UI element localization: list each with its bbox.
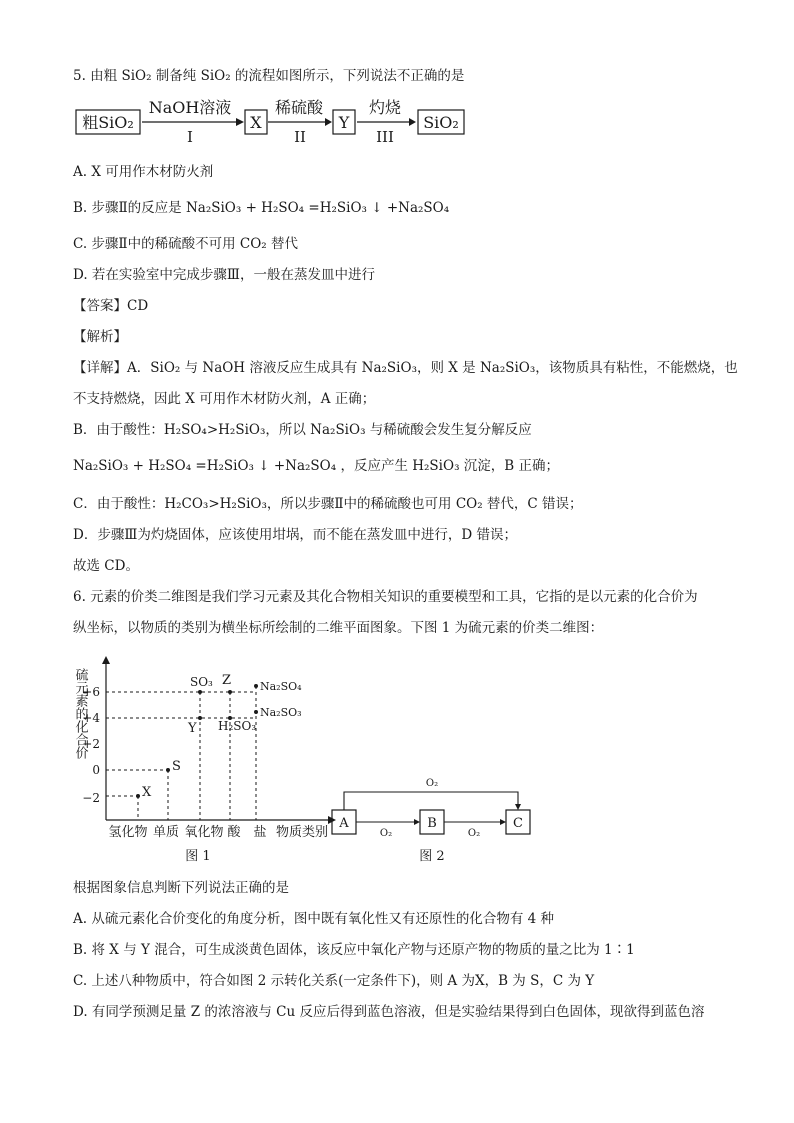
fig2-box-a: A — [339, 816, 349, 831]
fig1-point-s: S — [172, 759, 181, 774]
q5-detail-5: C．由于酸性：H₂CO₃>H₂SiO₃，所以步骤Ⅱ中的稀硫酸也可用 CO₂ 替代，C 错误； — [73, 496, 583, 512]
flow-box-y: Y — [338, 113, 350, 132]
fig1-point-h2so3: H₂SO₃ — [218, 719, 257, 733]
fig1-ytick-plus6: +6 — [82, 685, 100, 699]
flow-step1-reagent: NaOH溶液 — [148, 98, 232, 117]
q6-stem-line1: 6. 元素的价类二维图是我们学习元素及其化合物相关知识的重要模型和工具，它指的是以元素的化合价为 — [73, 589, 698, 605]
fig1-caption: 图 1 — [185, 849, 211, 864]
q5-analysis-title: 【解析】 — [73, 329, 127, 345]
flow-step3-number: III — [376, 128, 394, 146]
q5-flow-diagram — [74, 96, 474, 148]
q5-option-c: C. 步骤Ⅱ中的稀硫酸不可用 CO₂ 替代 — [73, 236, 298, 252]
fig1-xlabel: 物质类别 — [275, 825, 329, 840]
q5-conclusion: 故选 CD。 — [73, 558, 139, 574]
fig1-ylabel: 硫元素的化合价 — [72, 668, 88, 759]
fig1-point-na2so3: Na₂SO₃ — [260, 706, 302, 719]
fig1-point-na2so4: Na₂SO₄ — [260, 680, 302, 693]
flow-box-crude-sio2: 粗SiO₂ — [82, 113, 134, 132]
fig1-xcat-element: 单质 — [152, 825, 180, 840]
q6-option-b: B. 将 X 与 Y 混合，可生成淡黄色固体，该反应中氧化产物与还原产物的物质的量之比为 1∶1 — [73, 942, 635, 958]
fig1-ytick-plus4: +4 — [82, 711, 100, 725]
fig1-ytick-0: 0 — [92, 763, 100, 777]
q5-detail-2: 不支持燃烧，因此 X 可用作木材防火剂，A 正确； — [73, 391, 376, 407]
q6-option-d: D. 有同学预测足量 Z 的浓溶液与 Cu 反应后得到蓝色溶液，但是实验结果得到白色固体，现欲得到蓝色溶 — [73, 1004, 705, 1020]
q5-answer: 【答案】CD — [73, 298, 149, 314]
q6-stem-line2: 纵坐标，以物质的类别为横坐标所绘制的二维平面图象。下图 1 为硫元素的价类二维图： — [73, 620, 604, 636]
fig2-box-c: C — [513, 816, 523, 831]
fig1-xcat-salt: 盐 — [253, 825, 267, 840]
fig1-point-z: Z — [222, 673, 232, 688]
flow-step2-number: II — [294, 128, 306, 146]
q6-option-c: C. 上述八种物质中，符合如图 2 示转化关系(一定条件下)，则 A 为X，B 为 S，C 为 Y — [73, 973, 595, 989]
q5-detail-4: Na₂SiO₃ + H₂SO₄ =H₂SiO₃ ↓ +Na₂SO₄ ，反应产生 H₂SiO₃ 沉淀，B 正确； — [73, 458, 559, 474]
q5-detail-3: B．由于酸性：H₂SO₄>H₂SiO₃，所以 Na₂SiO₃ 与稀硫酸会发生复分解反应 — [73, 422, 532, 438]
fig2-caption: 图 2 — [419, 849, 445, 864]
fig1-xcat-hydride: 氢化物 — [108, 825, 148, 840]
flow-step3-reagent: 灼烧 — [368, 98, 402, 117]
flow-box-x: X — [250, 113, 262, 132]
fig1-point-y: Y — [188, 721, 197, 736]
flow-box-pure-sio2: SiO₂ — [423, 113, 459, 132]
fig1-point-x: X — [142, 785, 152, 800]
fig1-xcat-acid: 酸 — [227, 825, 241, 840]
fig2-label-bc: O₂ — [467, 828, 481, 839]
q5-option-a: A. X 可用作木材防火剂 — [73, 164, 214, 180]
flow-step2-reagent: 稀硫酸 — [274, 98, 324, 117]
q6-figure1 — [70, 652, 342, 868]
q6-option-a: A. 从硫元素化合价变化的角度分析，图中既有氧化性又有还原性的化合物有 4 种 — [73, 911, 555, 927]
fig1-ytick-plus2: +2 — [82, 737, 100, 751]
q6-figure2 — [330, 770, 540, 866]
fig2-box-b: B — [427, 816, 437, 831]
fig1-point-so3: SO₃ — [190, 675, 213, 689]
fig1-xcat-oxide: 氧化物 — [184, 825, 224, 840]
fig2-label-ab: O₂ — [379, 828, 393, 839]
q5-option-b: B. 步骤Ⅱ的反应是 Na₂SiO₃ + H₂SO₄ =H₂SiO₃ ↓ +Na₂SO₄ — [73, 200, 450, 216]
q5-detail-6: D．步骤Ⅲ为灼烧固体，应该使用坩埚，而不能在蒸发皿中进行，D 错误； — [73, 527, 517, 543]
q6-prompt: 根据图象信息判断下列说法正确的是 — [73, 880, 289, 896]
q5-stem: 5. 由粗 SiO₂ 制备纯 SiO₂ 的流程如图所示，下列说法不正确的是 — [73, 68, 465, 84]
q5-option-d: D. 若在实验室中完成步骤Ⅲ，一般在蒸发皿中进行 — [73, 267, 375, 283]
fig2-label-ac: O₂ — [425, 778, 439, 789]
flow-step1-number: I — [187, 128, 193, 146]
fig1-ytick-minus2: −2 — [82, 791, 100, 805]
q5-detail-1: 【详解】A．SiO₂ 与 NaOH 溶液反应生成具有 Na₂SiO₃，则 X 是 Na₂SiO₃，该物质具有粘性，不能燃烧，也 — [73, 360, 738, 376]
